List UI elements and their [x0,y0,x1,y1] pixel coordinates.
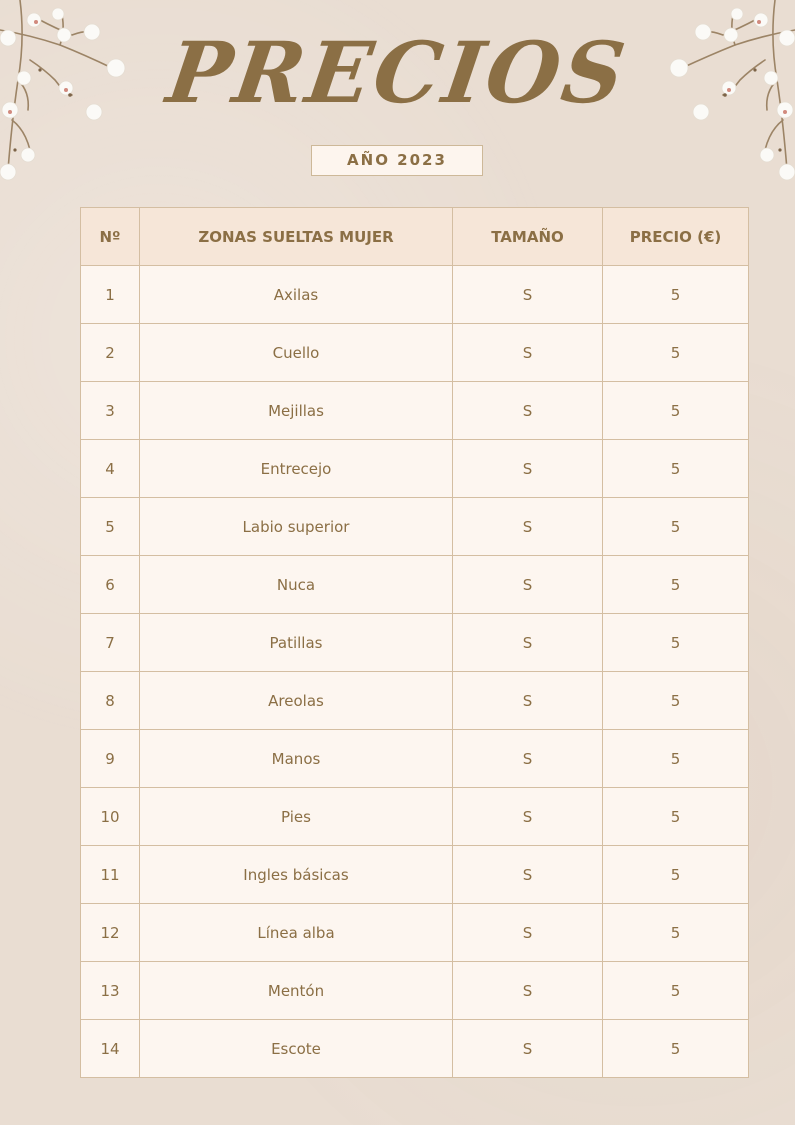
row-number: 11 [81,846,140,904]
row-size: S [453,1020,603,1078]
row-number: 6 [81,556,140,614]
table-row [81,846,749,904]
row-size: S [453,324,603,382]
table-row [81,788,749,846]
row-zone: Labio superior [140,498,453,556]
table-row [81,440,749,498]
table-row [81,382,749,440]
price-table [80,207,749,1078]
row-size: S [453,266,603,324]
row-size: S [453,788,603,846]
row-zone: Entrecejo [140,440,453,498]
row-size: S [453,962,603,1020]
row-price: 5 [603,266,749,324]
row-number: 10 [81,788,140,846]
row-number: 3 [81,382,140,440]
table-row [81,730,749,788]
table-row [81,1020,749,1078]
row-size: S [453,440,603,498]
row-zone: Patillas [140,614,453,672]
table-row [81,556,749,614]
table-row [81,904,749,962]
row-price: 5 [603,556,749,614]
row-zone: Axilas [140,266,453,324]
row-price: 5 [603,382,749,440]
table-row [81,324,749,382]
row-price: 5 [603,962,749,1020]
year-badge: AÑO 2023 [311,145,483,176]
row-number: 1 [81,266,140,324]
row-size: S [453,904,603,962]
row-size: S [453,614,603,672]
row-size: S [453,730,603,788]
table-row [81,962,749,1020]
row-zone: Mejillas [140,382,453,440]
row-number: 4 [81,440,140,498]
row-number: 5 [81,498,140,556]
row-zone: Manos [140,730,453,788]
column-header-zone: ZONAS SUELTAS MUJER [140,208,453,266]
row-zone: Mentón [140,962,453,1020]
row-price: 5 [603,672,749,730]
table-row [81,672,749,730]
column-header-number: Nº [81,208,140,266]
column-header-price: PRECIO (€) [603,208,749,266]
row-zone: Línea alba [140,904,453,962]
row-number: 14 [81,1020,140,1078]
row-number: 13 [81,962,140,1020]
row-size: S [453,846,603,904]
row-number: 2 [81,324,140,382]
row-zone: Cuello [140,324,453,382]
row-price: 5 [603,440,749,498]
row-zone: Escote [140,1020,453,1078]
row-number: 7 [81,614,140,672]
table-row [81,266,749,324]
row-price: 5 [603,904,749,962]
row-price: 5 [603,788,749,846]
row-size: S [453,498,603,556]
row-zone: Pies [140,788,453,846]
row-size: S [453,556,603,614]
row-number: 9 [81,730,140,788]
table-row [81,614,749,672]
row-size: S [453,382,603,440]
column-header-size: TAMAÑO [453,208,603,266]
row-size: S [453,672,603,730]
row-price: 5 [603,498,749,556]
row-zone: Ingles básicas [140,846,453,904]
row-price: 5 [603,324,749,382]
table-header-row [81,208,749,266]
page-title: PRECIOS [161,23,634,122]
row-number: 12 [81,904,140,962]
row-price: 5 [603,1020,749,1078]
row-price: 5 [603,730,749,788]
row-price: 5 [603,614,749,672]
table-row [81,498,749,556]
row-number: 8 [81,672,140,730]
row-zone: Areolas [140,672,453,730]
row-zone: Nuca [140,556,453,614]
row-price: 5 [603,846,749,904]
